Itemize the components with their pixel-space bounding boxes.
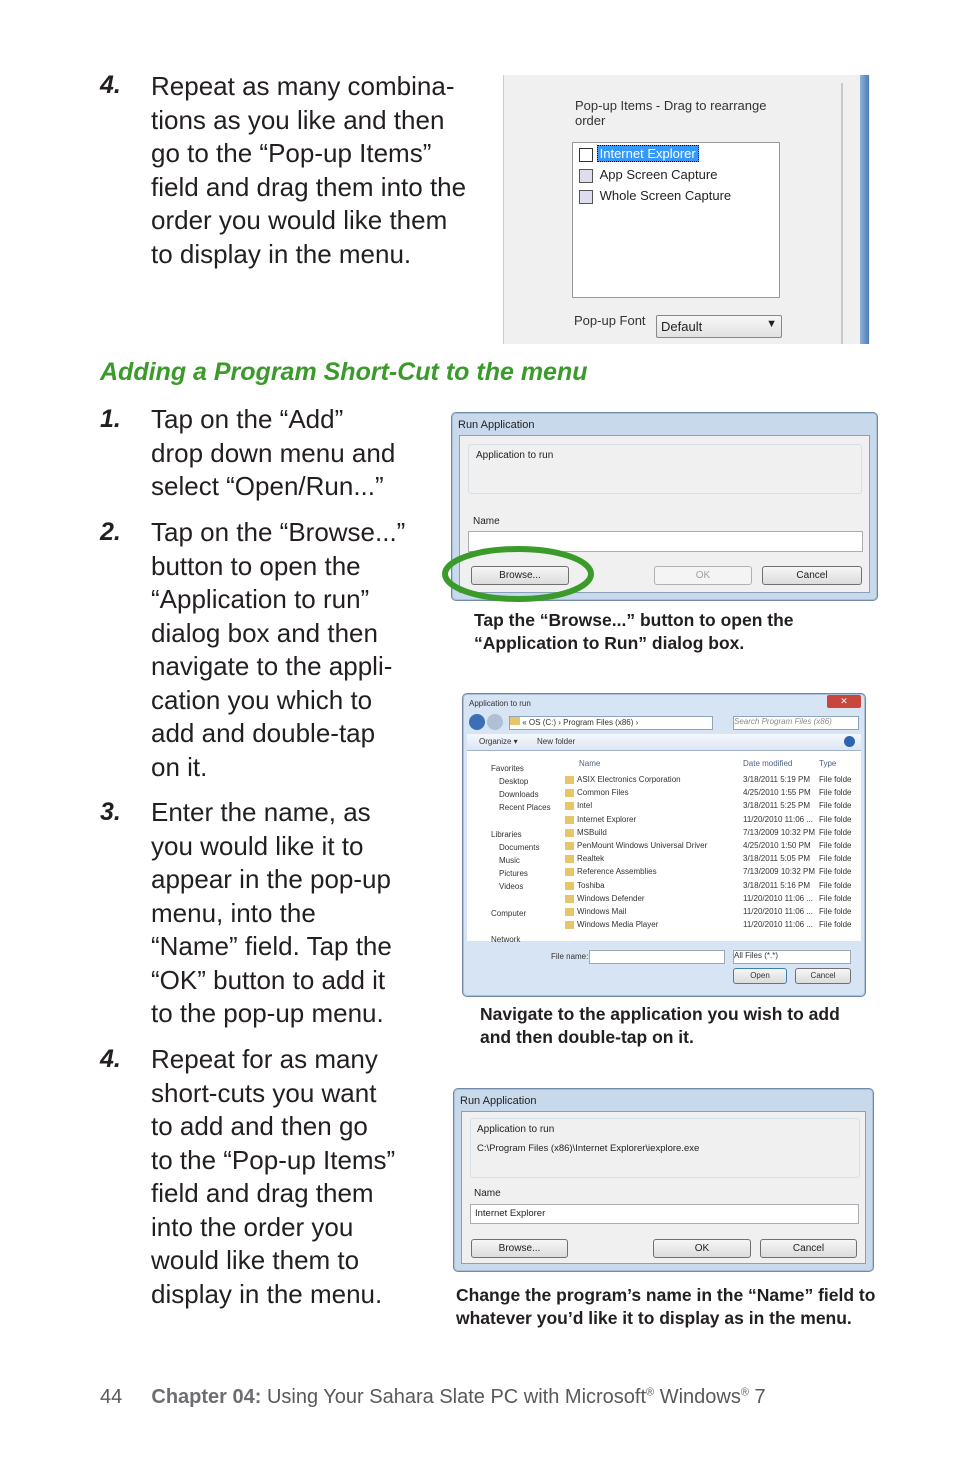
folder-icon — [510, 717, 520, 725]
chapter-label: Chapter 04: — [151, 1386, 262, 1408]
folder-icon — [565, 789, 574, 797]
app-icon — [579, 190, 593, 204]
folder-icon — [565, 868, 574, 876]
page-footer — [100, 1386, 766, 1409]
step-text: Repeat for as many short-cuts you want to add and then go to the “Pop-up Items” field and drag them into the order you would like them to display in the menu. — [151, 1044, 396, 1309]
step-number: 1. — [100, 405, 121, 433]
folder-icon — [565, 882, 574, 890]
step-number: 4. — [100, 1045, 121, 1073]
nav-item[interactable]: Documents — [499, 843, 540, 852]
popup-font-label: Pop-up Font — [574, 313, 646, 328]
file-type: File folde — [819, 907, 852, 916]
nav-item[interactable]: Videos — [499, 882, 524, 891]
file-type: File folde — [819, 775, 852, 784]
popup-items-list[interactable] — [572, 142, 780, 298]
file-name: Realtek — [577, 854, 605, 864]
folder-icon — [565, 816, 574, 824]
column-header[interactable]: Name — [579, 759, 601, 768]
chevron-down-icon: ▼ — [766, 318, 777, 330]
cancel-button[interactable]: Cancel — [762, 566, 862, 585]
column-header[interactable]: Date modified — [743, 759, 793, 768]
file-browser-dialog — [462, 693, 866, 997]
file-name-input[interactable] — [589, 950, 725, 964]
forward-button[interactable] — [487, 714, 503, 730]
page-number: 44 — [100, 1386, 123, 1408]
file-name: ASIX Electronics Corporation — [577, 775, 681, 784]
step-number: 3. — [100, 798, 121, 826]
table-row[interactable] — [565, 841, 861, 853]
name-input[interactable]: Internet Explorer — [470, 1204, 859, 1224]
file-date: 4/25/2010 1:55 PM — [743, 788, 811, 798]
table-row[interactable] — [565, 867, 861, 879]
file-name: Internet Explorer — [577, 814, 637, 824]
folder-icon — [565, 855, 574, 863]
help-icon[interactable] — [844, 736, 855, 747]
step-text: Tap on the “Browse...” button to open the “Application to run” dialog box and then navigate to the appli- cation you which to add and double-tap on it. — [151, 517, 406, 782]
nav-item[interactable]: Favorites — [491, 764, 524, 773]
file-name: PenMount Windows Universal Driver — [577, 841, 708, 850]
file-name: Windows Media Player — [577, 920, 659, 930]
browse-highlight-ellipse — [440, 545, 596, 603]
folder-icon — [565, 921, 574, 929]
file-type-select[interactable]: All Files (*.*) — [733, 950, 851, 964]
file-type: File folde — [819, 867, 852, 877]
popup-items-label: Pop-up Items - Drag to rearrange order — [575, 98, 767, 128]
folder-icon — [565, 908, 574, 916]
list-item[interactable]: App Screen Capture — [579, 167, 717, 183]
file-name: Intel — [577, 801, 593, 811]
file-name: Windows Mail — [577, 907, 627, 916]
window-frame-edge — [860, 75, 869, 344]
file-name: Toshiba — [577, 880, 605, 890]
file-type: File folde — [819, 814, 852, 824]
step-text: Enter the name, as you would like it to appear in the pop-up menu, into the “Name” field. Tap the “OK” button to add it to the pop-up menu. — [151, 797, 392, 1028]
file-type: File folde — [819, 801, 852, 811]
folder-icon — [565, 776, 574, 784]
folder-icon — [565, 802, 574, 810]
table-row[interactable] — [565, 920, 861, 932]
application-group: Application to run — [468, 444, 862, 494]
step-text: Repeat as many combina- tions as you like and then go to the “Pop-up Items” field and drag them into the order you would like them to display in the menu. — [151, 71, 467, 269]
application-path: C:\Program Files (x86)\Internet Explorer\iexplore.exe — [477, 1143, 700, 1154]
table-row[interactable] — [565, 828, 861, 840]
file-date: 3/18/2011 5:16 PM — [743, 880, 811, 890]
dialog-body — [461, 1111, 866, 1264]
file-date: 11/20/2010 11:06 ... — [743, 814, 813, 824]
file-date: 3/18/2011 5:19 PM — [743, 775, 811, 784]
nav-item[interactable]: Downloads — [499, 790, 539, 799]
cancel-button[interactable]: Cancel — [795, 968, 851, 984]
ok-button[interactable]: OK — [654, 566, 752, 585]
chapter-title: Using Your Sahara Slate PC with Microsoft® Windows® 7 — [266, 1386, 766, 1408]
file-type: File folde — [819, 841, 852, 850]
file-name: Windows Defender — [577, 893, 645, 903]
nav-item[interactable]: Pictures — [499, 869, 528, 878]
file-name: Common Files — [577, 788, 629, 798]
open-button[interactable]: Open — [733, 968, 787, 984]
run-application-dialog-filled — [453, 1088, 874, 1272]
nav-item[interactable]: Music — [499, 856, 520, 865]
search-input[interactable]: Search Program Files (x86) — [733, 716, 859, 730]
dialog-title: Run Application — [458, 419, 535, 431]
file-date: 11/20/2010 11:06 ... — [743, 893, 813, 903]
file-type: File folde — [819, 788, 852, 798]
file-date: 11/20/2010 11:06 ... — [743, 907, 813, 916]
table-row[interactable] — [565, 815, 861, 827]
name-label: Name — [473, 516, 500, 527]
section-heading: Adding a Program Short-Cut to the menu — [100, 358, 588, 386]
file-date: 4/25/2010 1:50 PM — [743, 841, 811, 850]
file-date: 11/20/2010 11:06 ... — [743, 920, 813, 930]
popup-font-select[interactable]: Default ▼ — [656, 315, 782, 338]
list-item[interactable]: Whole Screen Capture — [579, 188, 731, 204]
name-label: Name — [474, 1188, 501, 1199]
nav-item[interactable]: Libraries — [491, 830, 522, 839]
figure-caption: Navigate to the application you wish to add and then double-tap on it. — [480, 1004, 840, 1047]
table-row[interactable] — [565, 907, 861, 919]
folder-icon — [565, 829, 574, 837]
file-name: MSBuild — [577, 827, 607, 837]
nav-item[interactable]: Computer — [491, 909, 527, 918]
table-row[interactable] — [565, 788, 861, 800]
file-type: File folde — [819, 854, 852, 864]
list-item[interactable]: Internet Explorer — [579, 146, 699, 162]
folder-icon — [565, 842, 574, 850]
table-row[interactable] — [565, 775, 861, 787]
table-row[interactable] — [565, 894, 861, 906]
nav-item[interactable]: Desktop — [499, 777, 529, 786]
back-button[interactable] — [469, 714, 485, 730]
application-group: Application to run C:\Program Files (x86)\Internet Explorer\iexplore.exe — [470, 1118, 860, 1178]
close-icon: ✕ — [840, 696, 848, 706]
file-name-label: File name: — [551, 952, 589, 961]
table-row[interactable] — [565, 854, 861, 866]
step-text: Tap on the “Add” drop down menu and select “Open/Run...” — [151, 404, 396, 501]
figure-caption: Change the program’s name in the “Name” field to whatever you’d like it to display as in the menu. — [456, 1285, 876, 1328]
file-name: Reference Assemblies — [577, 867, 657, 877]
app-icon — [579, 148, 593, 162]
file-date: 7/13/2009 10:32 PM — [743, 827, 816, 837]
new-folder-button[interactable]: New folder — [537, 737, 576, 746]
file-type: File folde — [819, 827, 852, 837]
navigation-pane — [467, 751, 562, 944]
nav-item[interactable]: Network — [491, 935, 521, 944]
cancel-button[interactable]: Cancel — [760, 1239, 857, 1258]
ok-button[interactable]: OK — [653, 1239, 751, 1258]
address-bar[interactable]: « OS (C:) › Program Files (x86) › — [509, 716, 713, 730]
dialog-title: Application to run — [469, 699, 531, 708]
file-type: File folde — [819, 893, 852, 903]
table-row[interactable] — [565, 881, 861, 893]
popup-items-panel — [503, 75, 870, 344]
app-icon — [579, 169, 593, 183]
organize-button[interactable]: Organize ▾ — [479, 737, 518, 746]
file-type: File folde — [819, 880, 852, 890]
figure-caption: Tap the “Browse...” button to open the “Application to Run” dialog box. — [474, 610, 794, 653]
toolbar — [467, 734, 861, 751]
file-date: 3/18/2011 5:25 PM — [743, 801, 811, 811]
close-button[interactable] — [827, 695, 861, 708]
dialog-title: Run Application — [460, 1095, 537, 1107]
column-header[interactable]: Type — [819, 759, 837, 768]
file-list — [561, 751, 861, 941]
step-number: 4. — [100, 71, 121, 99]
file-type: File folde — [819, 920, 852, 930]
nav-item[interactable]: Recent Places — [499, 803, 551, 812]
folder-icon — [565, 895, 574, 903]
panel-divider — [841, 83, 843, 344]
step-number: 2. — [100, 518, 121, 546]
table-row[interactable] — [565, 801, 861, 813]
browse-button[interactable]: Browse... — [471, 1239, 568, 1258]
file-date: 7/13/2009 10:32 PM — [743, 867, 816, 877]
file-date: 3/18/2011 5:05 PM — [743, 854, 811, 864]
browse-button[interactable]: Browse... — [471, 566, 569, 585]
